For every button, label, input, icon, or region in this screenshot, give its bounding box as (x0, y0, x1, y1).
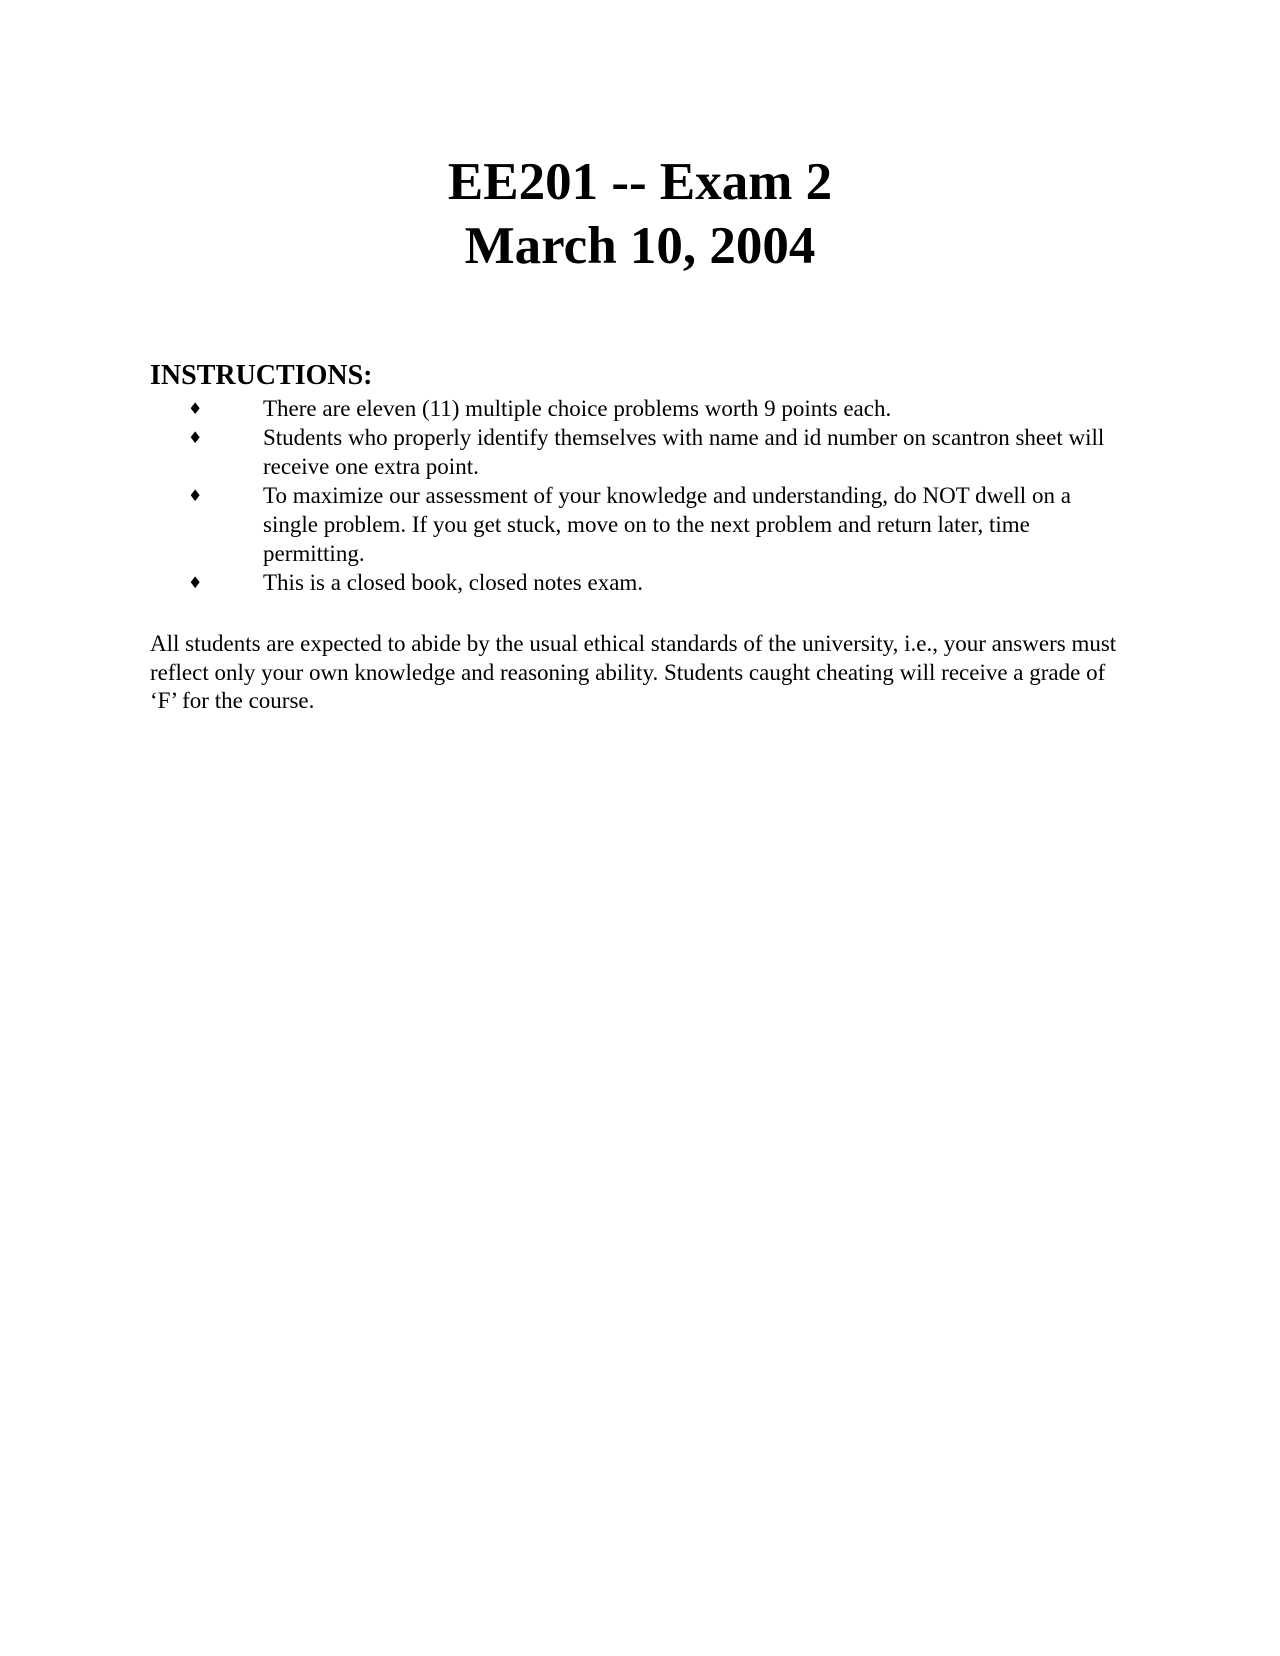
instruction-text: Students who properly identify themselves with name and id number on scantron sheet will receive one extra point. (263, 425, 1105, 479)
list-item (150, 423, 1130, 481)
exam-date: March 10, 2004 (464, 217, 816, 275)
diamond-bullet-icon: ♦ (188, 428, 203, 447)
instructions-heading: INSTRUCTIONS: (150, 360, 373, 391)
diamond-bullet-icon: ♦ (188, 573, 203, 592)
exam-title: EE201 -- Exam 2 (447, 153, 833, 211)
list-item (150, 394, 1130, 423)
instruction-text: This is a closed book, closed notes exam. (263, 570, 644, 595)
instructions-list (150, 394, 1130, 597)
ethics-statement: All students are expected to abide by the usual ethical standards of the university, i.e., your answers must reflect only your own knowledge and reasoning ability. Students caught cheating will receive a grade of ‘F’ for the course. (150, 631, 1117, 713)
list-item (150, 481, 1130, 568)
diamond-bullet-icon: ♦ (188, 486, 203, 505)
exam-title-block (0, 150, 1280, 278)
diamond-bullet-icon: ♦ (188, 399, 203, 418)
instruction-text: There are eleven (11) multiple choice problems worth 9 points each. (263, 396, 892, 421)
instruction-text: To maximize our assessment of your knowledge and understanding, do NOT dwell on a single problem. If you get stuck, move on to the next problem and return later, time permitting. (263, 483, 1071, 566)
list-item (150, 568, 1130, 597)
